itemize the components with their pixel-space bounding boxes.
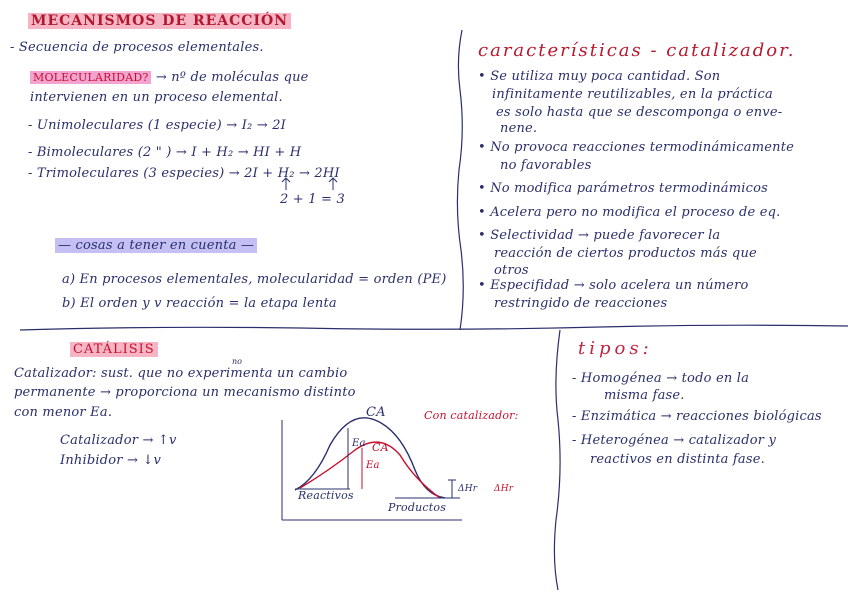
tipos-title: tipos: (578, 338, 653, 359)
caract-line-1: • Se utiliza muy poca cantidad. Son (478, 69, 721, 84)
diagram-dh-black: ΔHr (458, 484, 478, 494)
diagram-ea-black: Ea (352, 438, 366, 449)
tipo-enzimatica: - Enzimática → reacciones biológicas (572, 409, 822, 424)
caract-line-11: otros (494, 263, 529, 278)
diagram-ea-red: Ea (366, 460, 380, 471)
vertical-divider-top (457, 30, 463, 330)
horizontal-divider (20, 325, 848, 330)
molecularidad-label: MOLECULARIDAD? (30, 71, 151, 84)
caract-line-8: • Acelera pero no modifica el proceso de eq. (478, 205, 781, 220)
catalisis-title: CATÁLISIS (70, 342, 158, 357)
caracteristicas-title: características - catalizador. (478, 40, 796, 61)
caract-line-7: • No modifica parámetros termodinámicos (478, 181, 768, 196)
catalisis-line-1: Catalizador: sust. que no experimenta un cambio (14, 366, 348, 381)
definition-text: - Secuencia de procesos elementales. (10, 40, 264, 55)
example-bimolecular: - Bimoleculares (2 " ) → I + H₂ → HI + H (28, 145, 302, 160)
diagram-con-catalizador: Con catalizador: (424, 409, 519, 422)
example-trimolecular: - Trimoleculares (3 especies) → 2I + H₂ → 2HI (28, 166, 340, 181)
diagram-dh-red: ΔHr (494, 484, 514, 494)
inhibidor-effect: Inhibidor → ↓v (60, 453, 162, 468)
example-unimolecular: - Unimoleculares (1 especie) → I₂ → 2I (28, 118, 287, 133)
molecularidad-def: → nº de moléculas que (155, 70, 309, 85)
catalisis-line-3: con menor Ea. (14, 405, 113, 420)
tipo-heterogenea-cont: reactivos en distinta fase. (590, 452, 765, 467)
caract-line-6: no favorables (500, 158, 592, 173)
catalisis-no-small: no (232, 357, 242, 366)
cosas-item-a: a) En procesos elementales, molecularidad = orden (PE) (62, 272, 447, 287)
cosas-item-b: b) El orden y v reacción = la etapa lenta (62, 296, 337, 311)
caract-line-2: infinitamente reutilizables, en la práctica (492, 87, 773, 102)
tipo-homogenea-cont: misma fase. (604, 388, 685, 403)
caract-line-13: restringido de reacciones (494, 296, 668, 311)
diagram-productos: Productos (388, 501, 447, 514)
vertical-divider-bottom (554, 330, 560, 590)
tipo-homogenea: - Homogénea → todo en la (572, 371, 750, 386)
diagram-ca-top: CA (366, 405, 386, 420)
molecularidad-def-2: intervienen en un proceso elemental. (30, 90, 283, 105)
molecularidad-line (30, 70, 309, 85)
diagram-reactivos: Reactivos (298, 489, 354, 502)
trimolecular-sum: 2 + 1 = 3 (280, 192, 345, 207)
catalisis-line-2: permanente → proporciona un mecanismo distinto (14, 385, 356, 400)
diagram-ca-inner: CA (372, 441, 389, 454)
title-mecanismos: MECANISMOS DE REACCIÓN (28, 13, 291, 29)
caract-line-9: • Selectividad → puede favorecer la (478, 228, 721, 243)
caract-line-3: es solo hasta que se descomponga o enve- (496, 105, 783, 120)
catalizador-effect: Catalizador → ↑v (60, 433, 177, 448)
caract-line-5: • No provoca reacciones termodinámicamente (478, 140, 795, 155)
caract-line-4: nene. (500, 121, 538, 136)
cosas-title: — cosas a tener en cuenta — (55, 238, 257, 253)
tipo-heterogenea: - Heterogénea → catalizador y (572, 433, 777, 448)
caract-line-12: • Especifidad → solo acelera un número (478, 278, 749, 293)
caract-line-10: reacción de ciertos productos más que (494, 246, 757, 261)
